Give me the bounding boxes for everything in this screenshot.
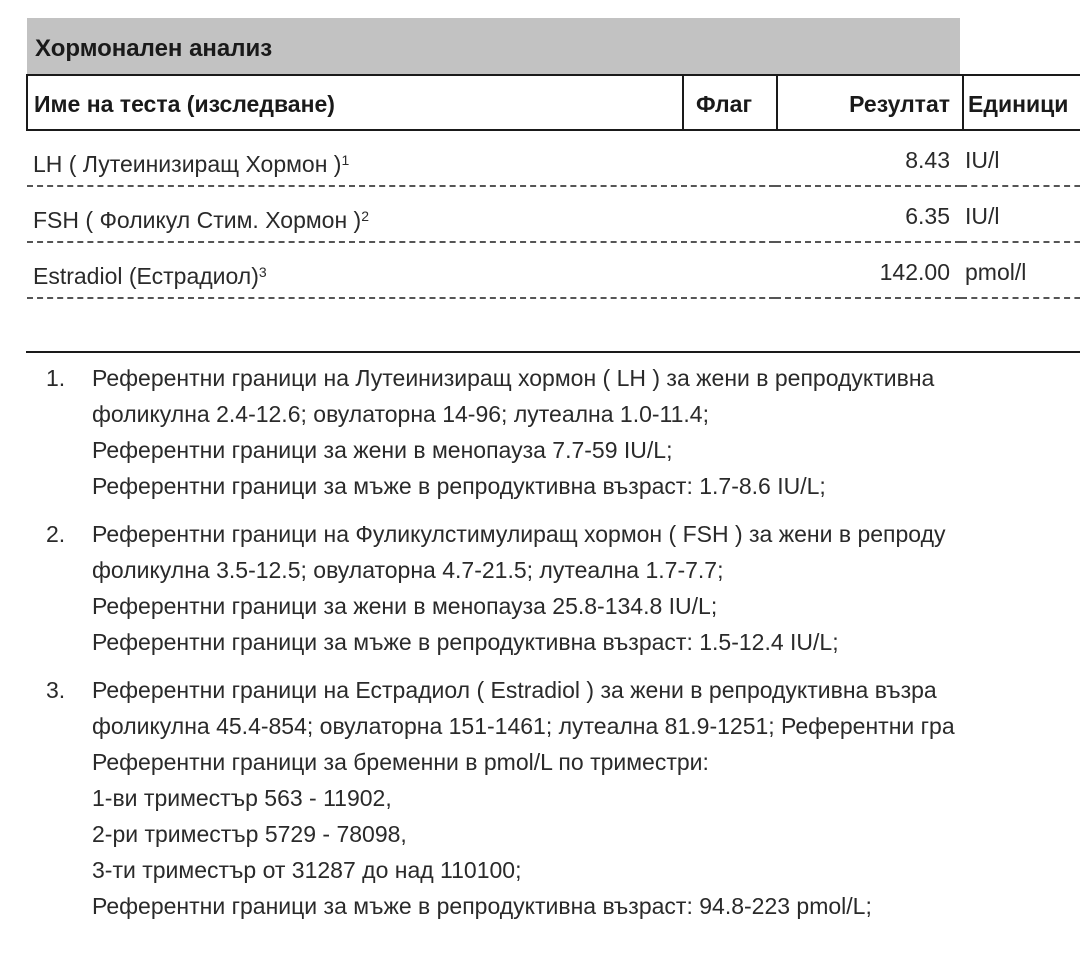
footnote-line: Референтни граници за жени в менопауза 7.7-59 IU/L; xyxy=(92,437,673,463)
result-cell: 6.35 xyxy=(775,187,961,243)
flag-cell xyxy=(681,187,775,243)
footnote-line: 3-ти триместър от 31287 до над 110100; xyxy=(92,857,522,883)
test-name: Estradiol (Естрадиол) xyxy=(33,263,259,289)
result-cell: 142.00 xyxy=(775,243,961,299)
footnote xyxy=(0,516,1080,660)
footnote-line: Референтни граници на Естрадиол ( Estradiol ) за жени в репродуктивна възра xyxy=(92,677,937,703)
footnote xyxy=(0,672,1080,924)
section-divider xyxy=(26,351,1080,353)
table-row xyxy=(27,187,1080,243)
units-cell: IU/l xyxy=(961,187,1080,243)
footnote-ref: 1 xyxy=(341,152,350,168)
table-row xyxy=(27,131,1080,187)
test-name: LH ( Лутеинизиращ Хормон ) xyxy=(33,151,342,177)
footnote-line: фоликулна 45.4-854; овулаторна 151-1461; лутеална 81.9-1251; Референтни гра xyxy=(92,713,955,739)
footnote-number: 3. xyxy=(46,677,66,703)
test-name-cell xyxy=(27,131,677,187)
footnote xyxy=(0,360,1080,504)
test-name-cell xyxy=(27,243,677,299)
header-flag: Флаг xyxy=(682,76,776,129)
footnote-line: фоликулна 2.4-12.6; овулаторна 14-96; лутеална 1.0-11.4; xyxy=(92,401,709,427)
footnote-line: Референтни граници за мъже в репродуктивна възраст: 1.5-12.4 IU/L; xyxy=(92,629,839,655)
flag-cell xyxy=(681,243,775,299)
footnote-line: 2-ри триместър 5729 - 78098, xyxy=(92,821,407,847)
footnote-ref: 2 xyxy=(361,208,370,224)
footnote-line: фоликулна 3.5-12.5; овулаторна 4.7-21.5; лутеална 1.7-7.7; xyxy=(92,557,724,583)
table-header-row xyxy=(26,74,1080,131)
header-result: Резултат xyxy=(776,76,962,129)
footnote-line: Референтни граници за бременни в pmol/L по триместри: xyxy=(92,749,709,775)
footnote-line: Референтни граници на Лутеинизиращ хормон ( LH ) за жени в репродуктивна xyxy=(92,365,935,391)
test-name-cell xyxy=(27,187,677,243)
header-units: Единици xyxy=(962,76,1080,129)
header-test-name: Име на теста (изследване) xyxy=(34,91,335,117)
reference-notes xyxy=(0,360,1080,936)
table-row xyxy=(27,243,1080,299)
footnote-line: Референтни граници за мъже в репродуктивна възраст: 1.7-8.6 IU/L; xyxy=(92,473,826,499)
footnote-line: Референтни граници на Фуликулстимулиращ хормон ( FSH ) за жени в репроду xyxy=(92,521,946,547)
flag-cell xyxy=(681,131,775,187)
units-cell: IU/l xyxy=(961,131,1080,187)
footnote-number: 1. xyxy=(46,365,66,391)
footnote-ref: 3 xyxy=(258,264,267,280)
test-name: FSH ( Фоликул Стим. Хормон ) xyxy=(33,207,362,233)
footnote-line: 1-ви триместър 563 - 11902, xyxy=(92,785,392,811)
footnote-number: 2. xyxy=(46,521,66,547)
result-cell: 8.43 xyxy=(775,131,961,187)
footnote-line: Референтни граници за жени в менопауза 25.8-134.8 IU/L; xyxy=(92,593,718,619)
footnote-line: Референтни граници за мъже в репродуктивна възраст: 94.8-223 pmol/L; xyxy=(92,893,872,919)
section-title: Хормонален анализ xyxy=(27,18,960,74)
units-cell: pmol/l xyxy=(961,243,1080,299)
